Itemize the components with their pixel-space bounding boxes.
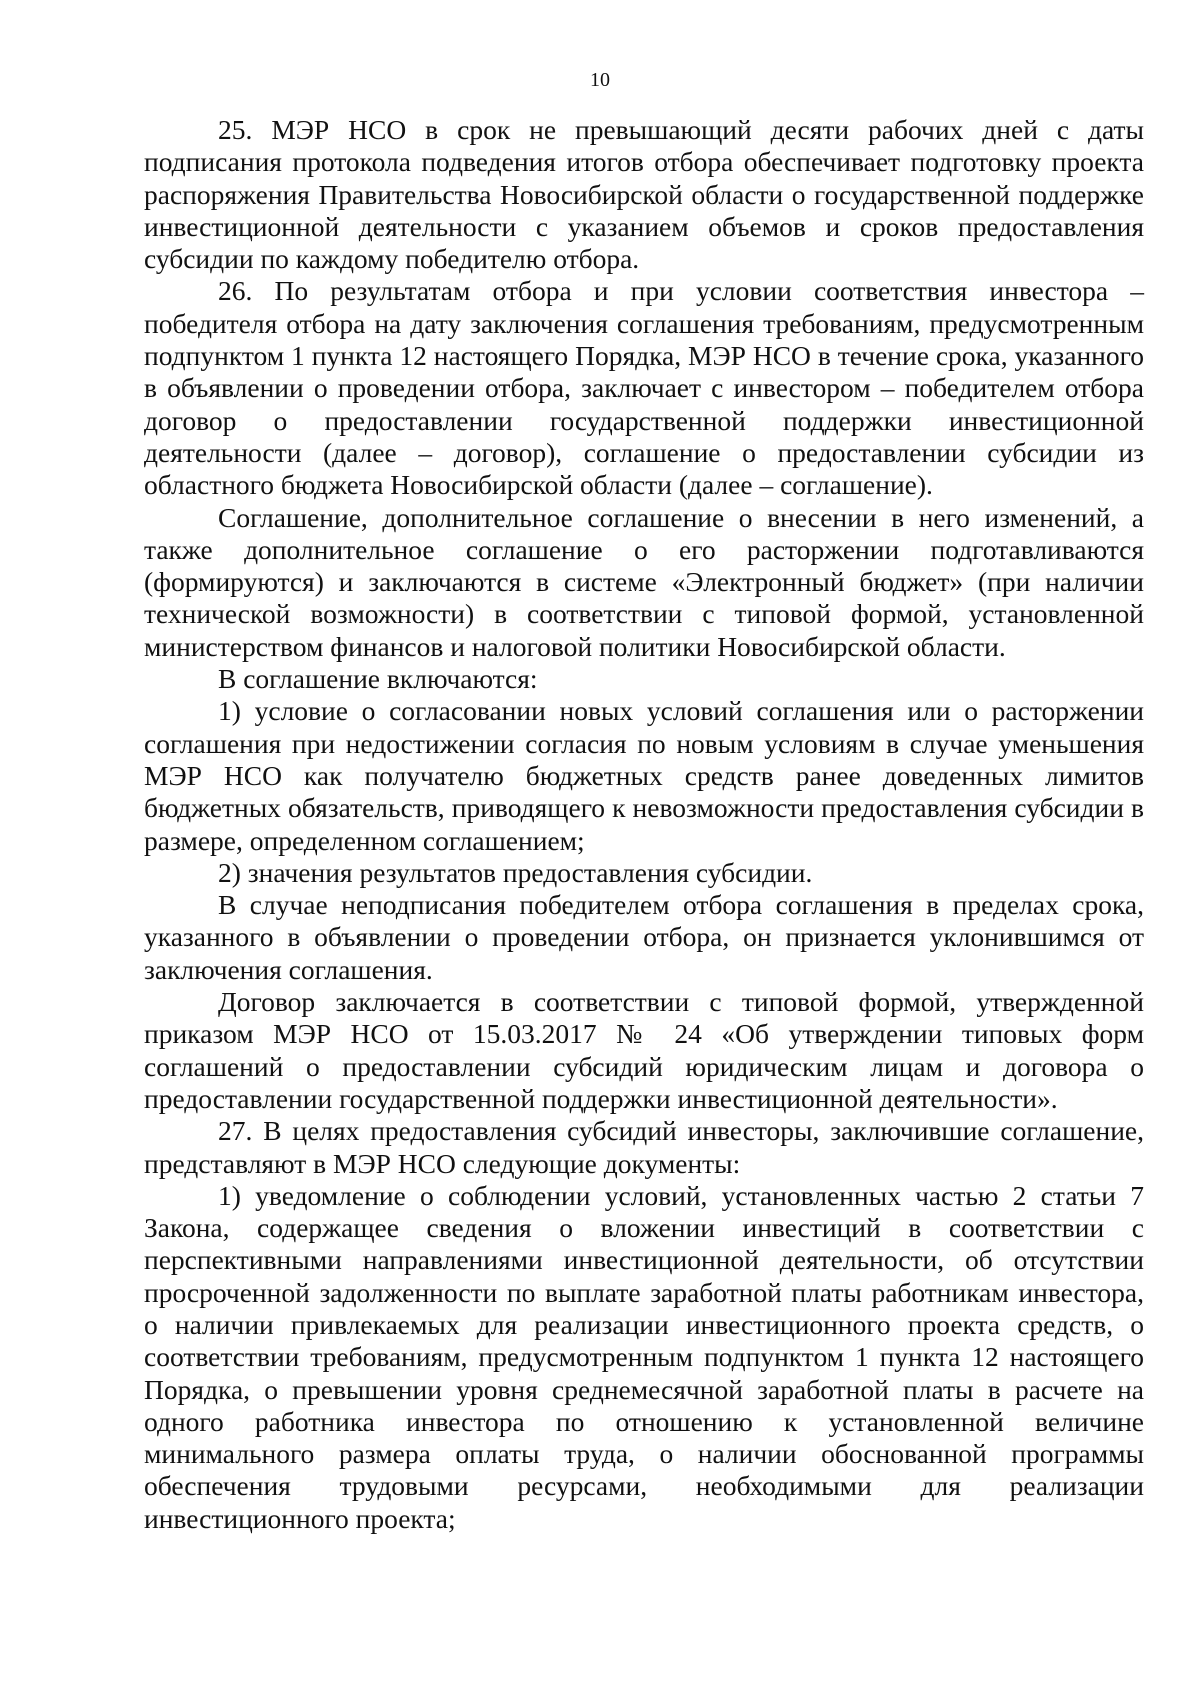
list-item-27-1: 1) уведомление о соблюдении условий, установленных частью 2 статьи 7 Закона, содержащее сведения о вложении инвестиций в соответствии с перспективными направлениями инвестиционной деятельности, об отсутствии просроченной задолженности по выплате заработной платы работникам инвестора, о наличии привлекаемых для реализации инвестиционного проекта средств, о соответствии требованиям, предусмотренным подпунктом 1 пункта 12 настоящего Порядка, о превышении уровня среднемесячной заработной платы в расчете на одного работника инвестора по отношению к установленной величине минимального размера оплаты труда, о наличии обоснованной программы обеспечения трудовыми ресурсами, необходимыми для реализации инвестиционного проекта; [144,1179,1144,1534]
paragraph-non-signing: В случае неподписания победителем отбора соглашения в пределах срока, указанного в объявлении о проведении отбора, он признается уклонившимся от заключения соглашения. [144,889,1144,985]
document-body [144,114,1144,1535]
paragraph-agreement-includes: В соглашение включаются: [218,663,538,695]
paragraph-27: 27. В целях предоставления субсидий инвесторы, заключившие соглашение, представляют в МЭР НСО следующие документы: [144,1115,1144,1179]
paragraph-contract: Договор заключается в соответствии с типовой формой, утвержденной приказом МЭР НСО от 15.03.2017 № 24 «Об утверждении типовых форм соглашений о предоставлении субсидий юридическим лицам и договора о предоставлении государственной поддержки инвестиционной деятельности». [144,986,1144,1114]
page-number: 10 [590,69,610,91]
list-item-2: 2) значения результатов предоставления субсидии. [218,856,813,888]
paragraph-26: 26. По результатам отбора и при условии соответствия инвестора – победителя отбора на дату заключения соглашения требованиям, предусмотренным подпунктом 1 пункта 12 настоящего Порядка, МЭР НСО в течение срока, указанного в объявлении о проведении отбора, заключает с инвестором – победителем отбора договор о предоставлении государственной поддержки инвестиционной деятельности (далее – договор), соглашение о предоставлении субсидии из областного бюджета Новосибирской области (далее – соглашение). [144,275,1144,501]
paragraph-agreement-formation: Соглашение, дополнительное соглашение о внесении в него изменений, а также дополнительное соглашение о его расторжении подготавливаются (формируются) и заключаются в системе «Электронный бюджет» (при наличии технической возможности) в соответствии с типовой формой, установленной министерством финансов и налоговой политики Новосибирской области. [144,501,1144,662]
paragraph-25: 25. МЭР НСО в срок не превышающий десяти рабочих дней с даты подписания протокола подведения итогов отбора обеспечивает подготовку проекта распоряжения Правительства Новосибирской области о государственной поддержке инвестиционной деятельности с указанием объемов и сроков предоставления субсидии по каждому победителю отбора. [144,114,1144,275]
list-item-1: 1) условие о согласовании новых условий соглашения или о расторжении соглашения при недостижении согласия по новым условиям в случае уменьшения МЭР НСО как получателю бюджетных средств ранее доведенных лимитов бюджетных обязательств, приводящего к невозможности предоставления субсидии в размере, определенном соглашением; [144,695,1144,856]
